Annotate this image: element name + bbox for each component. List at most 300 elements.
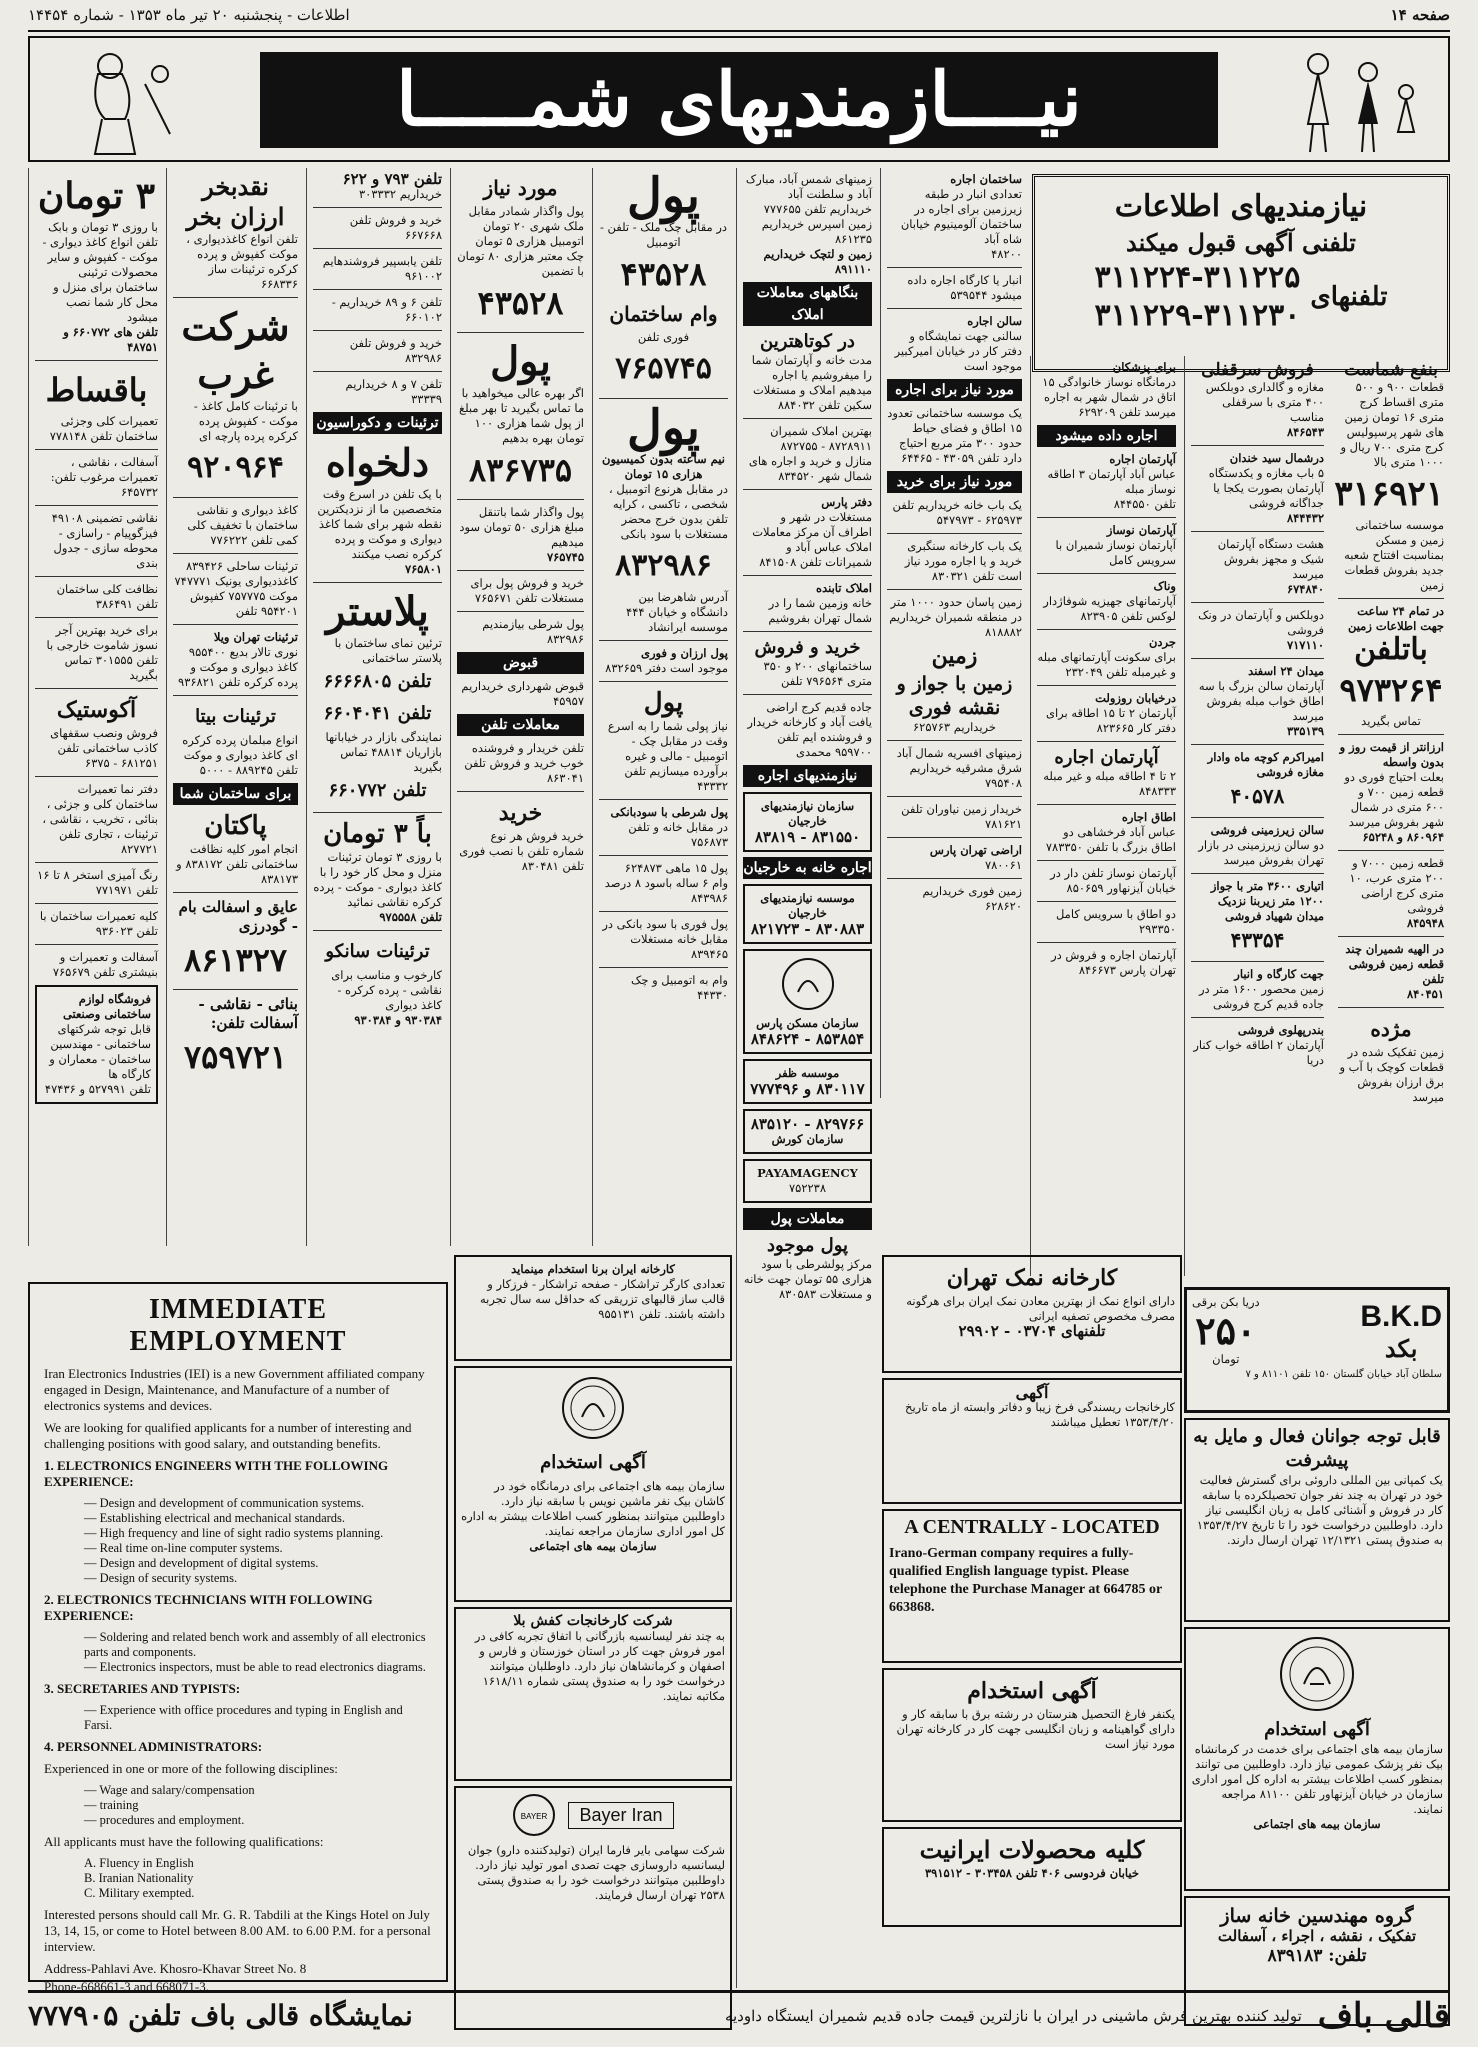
ad-title: در کوتاهترین bbox=[760, 331, 855, 352]
ad-text: یک موسسه ساختمانی تعدود ۱۵ اطاق و فضای حیاط حدود ۳۰۰ متر مربع احتیاج دارد تلفن ۴۳۰۵۹ - ۶۴۴۶۵ bbox=[887, 406, 1022, 465]
ad-text: رنگ آمیزی استخر ۸ تا ۱۶ تلفن ۷۷۱۹۷۱ bbox=[37, 868, 158, 897]
ad-title: پلاستر bbox=[326, 588, 429, 635]
ad-phone: ۹۳۰۳۸۴ و ۹۳۰۳۸۴ bbox=[354, 1013, 442, 1027]
list-item: A. Fluency in English bbox=[84, 1856, 194, 1870]
ad-title: تلفن ۶۶۰۴۰۴۱ bbox=[323, 703, 432, 724]
ad-title: پول موجود bbox=[766, 1235, 849, 1256]
ad-text: پول شرطی بیازمندیم ۸۳۲۹۸۶ bbox=[482, 617, 584, 646]
ad-phone: ۸۴۶۵۴۳ bbox=[1286, 425, 1324, 439]
ad-phone: Phone-668661-3 and 668071-3. bbox=[44, 1979, 210, 1994]
burna-ad bbox=[454, 1255, 732, 1361]
ad-phone: تلفنهای ۰۳۷۰۴ - ۲۹۹۰۲ bbox=[958, 1322, 1106, 1340]
ad-title: شرکت کارخانجات کفش بلا bbox=[513, 1613, 673, 1629]
section-header: بنگاههای معاملات املاک bbox=[743, 282, 872, 326]
list-item: C. Military exempted. bbox=[84, 1886, 195, 1900]
ad-text: پول فوری با سود بانکی در مقابل خانه مستغلات ۸۳۹۴۶۵ bbox=[602, 917, 728, 961]
bkd-price: ۲۵۰ bbox=[1195, 1308, 1257, 1353]
ad-text: خرید و فروش تلفن ۸۳۲۹۸۶ bbox=[349, 336, 442, 365]
technicians-list bbox=[44, 1630, 432, 1675]
ad-text: در مقابل چک ملک - تلفن - اتومبیل bbox=[599, 220, 727, 249]
list-item: — Experience with office procedures and typing in English and Farsi. bbox=[84, 1703, 403, 1732]
ad-text: خریدار زمین نیاوران تلفن ۷۸۱۶۲۱ bbox=[901, 802, 1022, 831]
ad-text: دو اطاق با سرویس کامل ۲۹۳۳۵۰ bbox=[1055, 907, 1176, 936]
ad-title: آگهی استخدام bbox=[540, 1452, 646, 1473]
ad-text: پول واگذار شمادر مقابل ملک شهری ۲۰ تومان اتومبیل هزاری ۵ تومان چک معتبر هزاری ۸۰ تومان با تضمین bbox=[457, 204, 584, 278]
ad-title: نقدبخر ارزان بخر bbox=[186, 172, 285, 231]
section-header: مورد نیاز برای اجاره bbox=[887, 379, 1022, 401]
ad-phone: ۸۳۶۷۳۵ bbox=[468, 451, 573, 489]
ad-phone: تلفن ۵۲۷۹۹۱ و ۴۷۴۳۶ bbox=[44, 1082, 151, 1096]
ad-org: سازمان بیمه های اجتماعی bbox=[529, 1539, 657, 1553]
engineers-list bbox=[44, 1496, 432, 1586]
ad-title: سازمان کورش bbox=[771, 1132, 844, 1146]
salt-factory-ad bbox=[882, 1255, 1182, 1373]
ad-title: پول bbox=[643, 688, 684, 718]
dateline: اطلاعات - پنجشنبه ۲۰ تیر ماه ۱۳۵۳ - شماره ۱۴۴۵۴ bbox=[28, 6, 350, 24]
ad-title: وناک bbox=[1153, 579, 1176, 593]
ad-title: مژده bbox=[1370, 1017, 1412, 1041]
section-title: نیــــازمندیهای شمـــــا bbox=[260, 52, 1218, 148]
ad-phone: ۸۶۰۹۶۴ و ۶۵۲۴۸ bbox=[1362, 830, 1444, 844]
ad-text: تعمیرات کلی وجزئی ساختمان تلفن ۷۷۸۱۴۸ bbox=[49, 414, 158, 443]
ad-text: اگر بهره عالی میخواهید با ما تماس بگیرید تا بهر مبلغ از پول شما هزاری ۱۰۰ تومان بهره بدهیم bbox=[458, 386, 584, 445]
ad-text: آسفالت و تعمیرات و بنیشتری تلفن ۷۶۵۶۷۹ bbox=[52, 950, 158, 979]
ad-title: بندرپهلوی فروشی bbox=[1237, 1023, 1324, 1037]
ad-title: دفتر پارس bbox=[821, 495, 872, 509]
section-header: اجاره خانه به خارجیان bbox=[743, 857, 872, 879]
footer-brand: قالی باف bbox=[1317, 1996, 1450, 2036]
ad-title: قابل توجه جوانان فعال و مایل به پیشرفت bbox=[1193, 1426, 1441, 1471]
ad-title: سازمان نیازمندیهای خارجیان bbox=[760, 799, 855, 828]
ad-title: زمین با جواز و نقشه فوری bbox=[896, 673, 1013, 719]
ad-title: فروش سرقفلی bbox=[1201, 360, 1314, 380]
shoe-factory-ad bbox=[454, 1607, 732, 1781]
bayer-brand: Bayer Iran bbox=[568, 1802, 673, 1829]
info-box-phones-label: تلفنهای bbox=[1310, 282, 1388, 312]
ad-phone: ۴۰۵۷۸ bbox=[1230, 784, 1285, 808]
section-header: برای ساختمان شما bbox=[173, 783, 298, 805]
phone-ads-info-box bbox=[1032, 174, 1450, 372]
ad-title: امیراکرم کوچه ماه وادار مغازه فروشی bbox=[1207, 750, 1324, 779]
ad-title: درشمال سید خندان bbox=[1229, 451, 1324, 465]
ad-title: بنائی - نقاشی - آسفالت تلفن: bbox=[198, 995, 298, 1032]
page-number: صفحه ۱۴ bbox=[1390, 6, 1450, 24]
ad-phone: ۹۷۳۲۶۴ bbox=[1339, 671, 1443, 709]
ad-title: دلخواه bbox=[325, 440, 430, 485]
ad-address: Address-Pahlavi Ave. Khosro-Khavar Street No. 8 bbox=[44, 1961, 307, 1976]
info-box-phone-2: ۳۱۱۲۲۹-۳۱۱۲۳۰ bbox=[1094, 298, 1301, 333]
ad-text: یک باب کارخانه سنگبری خرید و یا اجاره مورد نیاز است تلفن ۸۳۰۳۲۱ bbox=[904, 539, 1022, 583]
ad-phone: ۷۵۲۲۳۸ bbox=[788, 1181, 827, 1195]
ad-title: موسسه نیازمندیهای خارجیان bbox=[760, 891, 855, 920]
ad-text: زمینهای شمس آباد، مبارک آباد و سلطنت آباد خریداریم تلفن ۷۷۷۶۵۵ bbox=[745, 172, 872, 216]
section-header: مورد نیاز برای خرید bbox=[887, 471, 1022, 493]
ad-phone: ۶۷۴۸۴۰ bbox=[1286, 582, 1324, 596]
ad-text: Irano-German company requires a fully-qualified English language typist. Please telephone the Purchase Manager at 664785 or 663868. bbox=[889, 1546, 1162, 1615]
ad-phone: ۳۱۶۹۲۱ bbox=[1334, 474, 1444, 514]
ad-title: ۳ تومان bbox=[37, 175, 156, 217]
ad-title: مورد نیاز bbox=[483, 176, 558, 200]
bkd-brand: B.K.D bbox=[1360, 1299, 1442, 1333]
ad-text: پول ۱۵ ماهی ۶۲۴۸۷۳ bbox=[624, 861, 728, 875]
ad-text: درمانگاه نوساز خانوادگی ۱۵ اتاق در شمال شهر به اجاره میرسد تلفن ۶۲۹۲۰۹ bbox=[1042, 375, 1176, 419]
info-box-wrap bbox=[1032, 174, 1450, 350]
ad-title: برای پزشکان bbox=[1112, 360, 1176, 374]
young-people-ad bbox=[1184, 1418, 1450, 1622]
ad-text: نظافت کلی ساختمان تلفن ۳۸۶۴۹۱ bbox=[56, 582, 158, 611]
ad-text: خریداریم ۳۰۳۳۳۲ bbox=[358, 187, 442, 201]
ad-title: پول شرطی با سودبانکی bbox=[610, 805, 728, 819]
personnel-intro: Experienced in one or more of the following disciplines: bbox=[44, 1761, 338, 1776]
ad-text: خرید و فروش تلفن ۶۶۷۶۶۸ bbox=[349, 213, 442, 242]
immediate-employment-ad bbox=[28, 1282, 448, 1994]
ad-title: سازمان مسکن پارس bbox=[756, 1016, 859, 1030]
ad-text: زمین پاسان حدود ۱۰۰۰ متر در منطقه شمیران خریداریم ۸۱۸۸۸۲ bbox=[889, 595, 1022, 639]
ad-title: اطاق اجاره bbox=[1121, 810, 1176, 824]
ad-text: یک باب خانه خریداریم تلفن ۶۲۵۹۷۳ - ۵۴۷۹۷۳ bbox=[892, 498, 1022, 527]
section-header: معاملات پول bbox=[743, 1208, 872, 1230]
ad-looking: We are looking for qualified applicants for a number of interesting and challenging positions with good salary, and outstanding benefits. bbox=[44, 1420, 412, 1451]
section-header: نیازمندیهای اجاره bbox=[743, 765, 872, 787]
ad-phone: ۸۳۰۸۸۳ - ۸۲۱۷۲۳ bbox=[750, 920, 865, 938]
ad-text: پول واگذار شما باتنقل مبلغ هزاری ۵۰ تومان سود میدهیم bbox=[459, 505, 584, 549]
list-item: — training bbox=[84, 1798, 139, 1812]
ad-title: زمین bbox=[931, 643, 978, 669]
ad-text: موسسه ساختمانی زمین و مسکن بمناسبت افتتاح شعبه جدید بفروش قطعات زمین bbox=[1344, 518, 1444, 592]
ad-text: وام به اتومبیل و چک ۴۴۳۳۰ bbox=[631, 973, 728, 1002]
agency-ad bbox=[743, 1059, 872, 1104]
ad-text: قبوض شهرداری خریداریم ۴۵۹۵۷ bbox=[461, 679, 584, 708]
ad-phone: ۸۲۹۷۶۶ - ۸۳۵۱۲۰ bbox=[750, 1115, 865, 1133]
ad-phone: تلفن: ۸۳۹۱۸۳ bbox=[1267, 1946, 1367, 1966]
quals-intro: All applicants must have the following qualifications: bbox=[44, 1834, 324, 1849]
ad-text: تلفن یابسپیر فروشندهایم ۹۶۱۰۰۲ bbox=[322, 254, 442, 283]
ad-phone: ۴۳۵۲۸ bbox=[477, 284, 564, 322]
ad-text: فوری تلفن bbox=[637, 330, 690, 344]
agency-ad bbox=[743, 949, 872, 1054]
column-6 bbox=[736, 168, 878, 1988]
ad-title: باً ۳ تومان bbox=[323, 819, 432, 849]
ad-title: گروه مهندسین خانه ساز bbox=[1220, 1905, 1414, 1927]
ad-text: هشت دستگاه آپارتمان شیک و مجهز بفروش میرسد bbox=[1217, 537, 1324, 581]
ad-text: عباس آباد آپارتمان ۳ اطاقه نوساز مبله bbox=[1047, 467, 1176, 496]
ad-title: ترئینات سانکو bbox=[325, 941, 430, 962]
ad-title: پول bbox=[490, 338, 551, 385]
section-header: ترئینات و دکوراسیون bbox=[313, 412, 442, 434]
spinning-factory-ad bbox=[882, 1378, 1182, 1504]
agency-ad bbox=[743, 792, 872, 852]
ad-phone: ۹۲۰۹۶۴ bbox=[187, 450, 284, 485]
kashan-insurance-ad bbox=[454, 1366, 732, 1602]
ad-phone: ۷۸۰۰۶۱ bbox=[984, 858, 1022, 872]
column-2 bbox=[166, 168, 304, 1246]
bottom-mid-column bbox=[882, 1250, 1182, 1984]
ad-title: باقساط bbox=[45, 371, 148, 409]
ad-text: بعلت احتیاج فوری دو قطعه زمین ۷۰۰ و ۶۰۰ متری در شمال شهر بفروش میرسد bbox=[1344, 770, 1444, 829]
column-7 bbox=[880, 168, 1028, 1098]
ad-text: زمین و لتچک خریداریم ۸۹۱۱۱۰ bbox=[763, 247, 872, 276]
bkd-phone-line: سلطان آباد خیابان گلستان ۱۵۰ تلفن ۸۱۱۰۱ و ۷ bbox=[1245, 1369, 1442, 1380]
ad-title: آگهی استخدام bbox=[1264, 1719, 1370, 1740]
info-box-phones bbox=[1045, 259, 1437, 335]
ad-title: بنفع شماست bbox=[1344, 360, 1438, 380]
bayer-logo-icon bbox=[512, 1793, 556, 1837]
ad-text: برای خرید بهترین آجر نسوز شاموت خارجی با تلفن ۳۰۱۵۵۵ تماس بگیرید bbox=[46, 623, 158, 682]
list-item: B. Iranian Nationality bbox=[84, 1871, 194, 1885]
ad-text: با روزی ۳ تومان و بابک تلفن انواع کاغذ دیواری - موکت - کفپوش و سایر محصولات ترئینی ساختمان برای منزل و محل کار شما نصب میشود bbox=[42, 220, 158, 324]
list-item: — Establishing electrical and mechanical standards. bbox=[84, 1511, 346, 1525]
ad-text: آپارتمان اجاره و فروش در تهران پارس ۸۴۶۶۷۳ bbox=[1051, 948, 1176, 977]
list-item: — Wage and salary/compensation bbox=[84, 1783, 255, 1797]
ad-title: پاکتان bbox=[204, 811, 267, 841]
ad-text: تماس بگیرید bbox=[1361, 714, 1421, 728]
section-secretaries: 3. SECRETARIES AND TYPISTS: bbox=[44, 1681, 241, 1696]
ad-text: انبار یا کارگاه اجاره داده میشود ۵۳۹۵۴۴ bbox=[907, 273, 1022, 302]
ad-title: باتلفن bbox=[1354, 632, 1428, 667]
ad-title: درخیابان روزولت bbox=[1095, 691, 1176, 705]
bkd-unit: تومان bbox=[1212, 1352, 1240, 1366]
ad-text: مغازه و گالداری دوبلکس ۴۰۰ متری با سرقفلی مناسب bbox=[1205, 380, 1324, 424]
ad-text: جاده قدیم کرج اراضی یافت آباد و کارخانه خریدار و فروشنده ایم تلفن ۹۵۹۷۰۰ محمدی bbox=[747, 700, 872, 759]
ad-phone: ۸۳۰۱۱۷ و ۷۷۷۴۹۶ bbox=[750, 1080, 865, 1098]
ad-title: فروشگاه لوازم ساختمانی وصنعتی bbox=[62, 992, 151, 1021]
ad-title: سالن اجاره bbox=[967, 314, 1022, 328]
ad-text: ساختمانهای ۲۰۰ و ۳۵۰ متری ۷۹۶۵۶۴ تلفن bbox=[763, 659, 872, 688]
ad-text: سازمان بیمه های اجتماعی برای خدمت در کرمانشاه بیک نفر پزشک عمومی نیاز دارد. داوطلبین می توانند بمنظور کسب اطلاعات بیشتر به اداره کل امور اداری سازمان در خیابان آیزنهاور تلفن ۸۱۱۰۰ مراجعه نمایند. bbox=[1191, 1742, 1443, 1816]
ad-title: شرکت غرب bbox=[181, 304, 290, 397]
ad-text: زمین تفکیک شده در قطعات کوچک با آب و برق ارزان بفروش میرسد bbox=[1339, 1045, 1444, 1104]
ad-text: آپارتمان نوساز تلفن دار در خیابان آیزنهاور ۸۵۰۶۵۹ bbox=[1050, 866, 1176, 895]
ad-title: تلفن ۷۹۳ و ۶۲۲ bbox=[342, 170, 442, 188]
ad-title: ترئینات تهران ویلا bbox=[213, 630, 298, 644]
ad-text: ۵ باب مغازه و یکدستگاه آپارتمان بصورت یکجا یا جداگانه فروشی bbox=[1208, 466, 1324, 510]
ad-title: عایق و اسفالت بام - گودرزی bbox=[178, 898, 298, 935]
column-8 bbox=[1030, 356, 1182, 1276]
ad-text: کارخوب و مناسب برای نقاشی - پرده کرکره - کاغذ دیواری bbox=[331, 968, 442, 1012]
ad-text: در مقابل هرنوع اتومبیل ، شخصی ، تاکسی ، کرایه تلفن بدون خرج محضر مستغلات با سود بانکی bbox=[609, 482, 728, 541]
bottom-center-column bbox=[454, 1250, 732, 1984]
ad-text: زمینهای افسریه شمال آباد شرق مشرقیه خریداریم ۷۹۵۴۰۸ bbox=[896, 746, 1022, 790]
ad-title: در تمام ۲۴ ساعت جهت اطلاعات زمین bbox=[1347, 604, 1444, 633]
ad-text: با ترئینات کامل کاغذ - موکت - کفپوش پرده کرکره پرده پارچه ای bbox=[193, 399, 298, 443]
ad-title: PAYAMAGENCY bbox=[757, 1166, 858, 1180]
column-5 bbox=[592, 168, 734, 1246]
column-9 bbox=[1184, 356, 1330, 1276]
ad-title: آپارتمان اجاره bbox=[1109, 452, 1176, 466]
ad-title: آکوستیک bbox=[56, 697, 137, 723]
ad-title: وام ساختمان bbox=[609, 302, 718, 326]
ad-title: آپارتمان اجاره bbox=[1054, 747, 1159, 768]
ad-text: تعدادی انبار در طبقه زیرزمین برای اجاره در ساختمان آلومینیوم خیابان شاه آباد bbox=[900, 187, 1022, 246]
ad-text: آپارتمان نوساز شمیران با سرویس کامل bbox=[1055, 538, 1176, 567]
ad-title: سالن زیرزمینی فروشی bbox=[1210, 823, 1324, 837]
ad-text: به چند نفر لیسانسیه بازرگانی با اتفاق تجربه کافی در امور فروش جهت کار در استان خوزستان و فارس و اصفهان و کرمانشاهان نیاز دارد. داوطلبان میتوانند درخواست خود را به صندوق پستی شماره ۱۶۱۸/۱۱ مکاتبه نمایند. bbox=[474, 1629, 725, 1703]
ad-text: بهترین املاک شمیران ۸۷۲۸۹۱۱ - ۸۷۲۷۵۵ bbox=[770, 424, 872, 453]
section-header: قبوض bbox=[457, 652, 584, 674]
footer-text: تولید کننده بهترین فرش ماشینی در ایران با نازلترین قیمت جاده قدیم شمیران ایستگاه داودیه bbox=[724, 2007, 1302, 2025]
ad-text: خرید و فروش پول برای مستغلات تلفن ۷۶۵۶۷۱ bbox=[470, 576, 584, 605]
ad-phone: ۷۱۷۱۱۰ bbox=[1286, 638, 1324, 652]
ad-text: تلفن خریدار و فروشنده خوب خرید و فروش تلفن ۸۶۳۰۴۱ bbox=[464, 741, 584, 785]
ad-text: سالنی جهت نمایشگاه و دفتر کار در خیابان امیرکبیر موجود است bbox=[894, 329, 1022, 373]
ad-phone: تلفن ۸۴۴۵۵۰ bbox=[1113, 497, 1176, 511]
ad-phone: ۷۶۵۷۴۵ bbox=[546, 550, 584, 564]
ad-phone: ۴۳۵۲۸ bbox=[620, 255, 707, 293]
footer-showroom: نمایشگاه قالی باف تلفن ۷۷۷۹۰۵ bbox=[28, 1999, 413, 2032]
ad-text: فروش ونصب سقفهای کاذب ساختمانی تلفن ۶۸۱۲۵۱ - ۶۳۷۵ bbox=[50, 726, 158, 770]
dateline-bar bbox=[28, 6, 1450, 32]
ad-text: تعدادی کارگر تراشکار - صفحه تراشکار - فرزکار و قالب ساز قالبهای تزریقی که حداقل سه سال تجربه داشته باشند. تلفن ۹۵۵۱۳۱ bbox=[479, 1277, 725, 1321]
column-10 bbox=[1332, 356, 1450, 1276]
ad-phone: ۸۶۱۳۲۷ bbox=[183, 941, 288, 979]
store-ad bbox=[35, 985, 158, 1104]
ad-text: نوری تالار بدیع ۹۵۵۴۰۰ کاغذ دیواری و موکت و پرده کرکره تلفن ۹۳۶۸۲۱ bbox=[178, 645, 298, 689]
agency-ad bbox=[743, 1109, 872, 1154]
ad-title: اراضی تهران پارس bbox=[929, 843, 1022, 857]
bayer-logo-text: BAYER bbox=[521, 1812, 548, 1821]
ad-text: خانه وزمین شما را در شمال تهران بفروشیم bbox=[768, 596, 872, 625]
ad-phone: ۴۳۳۵۴ bbox=[1230, 928, 1285, 952]
ad-text: کارخانجات ریسندگی فرخ زیبا و دفاتر وابسته از ماه تاریخ ۱۳۵۳/۴/۲۰ تعطیل میباشند bbox=[905, 1400, 1175, 1429]
ad-text: قابل توجه شرکتهای ساختمانی - مهندسین ساختمان - معماران و کارگاه ها bbox=[49, 1022, 151, 1081]
ad-text: شرکت سهامی بایر فارما ایران (تولیدکننده دارو) جوان لیسانسیه داروسازی جهت تصدی امور تولید نیاز دارد. داوطلبین میتوانند درخواست خود را به صندوق پستی ۲۵۳۸ تهران ارسال فرمایند. bbox=[467, 1843, 725, 1902]
ad-text: تفکیک ، نقشه ، اجراء ، آسفالت bbox=[1217, 1927, 1417, 1945]
ad-phone: ۷۵۹۷۲۱ bbox=[183, 1038, 288, 1076]
secretaries-list bbox=[44, 1703, 432, 1733]
ad-text: یکنفر فارغ التحصیل هنرستان در رشته برق با سابقه کار و دارای گواهینامه و زبان انگلیسی جهت کار در کارخانه تهران مورد نیاز است bbox=[896, 1707, 1175, 1751]
ad-text: موجود است دفتر ۸۳۲۶۵۹ bbox=[605, 661, 728, 675]
ad-text: عباس آباد فرخشاهی دو اطاق بزرگ با تلفن ۷۸۳۳۵۰ bbox=[1045, 825, 1176, 854]
ad-text: قطعه زمین ۷۰۰۰ و ۲۰۰ متری عرب، ۱۰ متری کرج اراضی فروشی bbox=[1349, 856, 1444, 915]
list-item: — Design and development of communication systems. bbox=[84, 1496, 365, 1510]
footer-ad bbox=[28, 1990, 1450, 2036]
ad-intro: Iran Electronics Industries (IEI) is a new Government affiliated company engaged in Design, Maintenance, and Manufacture of a number of electronics systems and devices. bbox=[44, 1366, 425, 1413]
ad-text: ترئین نمای ساختمان با پلاستر ساختمانی bbox=[334, 636, 442, 665]
ad-title: آپارتمان نوساز bbox=[1106, 523, 1176, 537]
section-header: اجاره داده میشود bbox=[1037, 425, 1176, 447]
typist-ad bbox=[882, 1509, 1182, 1663]
column-1 bbox=[28, 168, 164, 1246]
ad-text: دو سالن زیرزمینی در بازار تهران بفروش میرسد bbox=[1198, 838, 1324, 867]
ad-text: تلفن ۷ و ۸ خریداریم ۳۳۳۳۹ bbox=[345, 377, 442, 406]
ad-text: سازمان بیمه های اجتماعی برای درمانگاه خود در کاشان بیک نفر ماشین نویس با سابقه نیاز دارد. داوطلبین میتوانند بمنظور کسب اطلاعات بیشتر به اداره کل امور اداری سازمان مراجعه نمایند. bbox=[461, 1479, 725, 1538]
ad-text: قطعات ۹۰۰ و ۵۰۰ متری اقساط کرج متری ۱۶ تومان زمین های شهر پرسپولیس کرج متری ۷۰۰ ریال و ۱۰۰۰ متری بالا bbox=[1340, 380, 1444, 469]
ad-text: با روزی ۳ تومان ترئینات منزل و محل کار خود را با کاغذ دیواری - موکت - پرده کرکره نقاشی نمائید bbox=[313, 850, 442, 909]
insurance-ad bbox=[1184, 1627, 1450, 1891]
ad-text: آپارتمان سالن بزرگ با سه اطاق خواب مبله بفروش میرسد bbox=[1198, 679, 1324, 723]
ad-title: کلیه محصولات ایرانیت bbox=[919, 1835, 1145, 1864]
ad-phone: ۸۳۲۹۸۶ bbox=[615, 548, 712, 583]
ad-text: کاغذ دیواری و نقاشی ساختمان با تخفیف کلی کمی تلفن ۷۷۶۲۲۲ bbox=[187, 503, 298, 547]
ad-title: پول ارزان و فوری bbox=[641, 646, 728, 660]
section-technicians: 2. ELECTRONICS TECHNICIANS WITH FOLLOWING EXPERIENCE: bbox=[44, 1592, 373, 1623]
iranit-ad bbox=[882, 1827, 1182, 1927]
info-box-title: نیازمندیهای اطلاعات bbox=[1114, 189, 1368, 224]
ad-text: انواع مبلمان پرده کرکره ای کاغذ دیواری و موکت تلفن ۸۸۹۲۴۵ - ۵۰۰۰ bbox=[182, 733, 298, 777]
list-item: — Design of security systems. bbox=[84, 1571, 238, 1585]
ad-title: خرید bbox=[498, 800, 543, 826]
ad-title: تلفن ۶۶۰۷۷۲ bbox=[328, 780, 427, 801]
ad-title: در الهیه شمیران چند قطعه زمین فروشی تلفن bbox=[1345, 942, 1444, 986]
ad-title: آگهی استخدام bbox=[967, 1678, 1097, 1704]
ad-text: نمایندگی بازار در خیابانها بازاریان ۴۸۸۱۴ تماس بگیرید bbox=[325, 730, 442, 774]
column-3 bbox=[306, 168, 448, 1246]
quals-list bbox=[44, 1856, 432, 1901]
ad-title: پول bbox=[626, 168, 701, 224]
agency-ad bbox=[743, 1159, 872, 1203]
ad-phone: ۳۳۵۱۳۹ bbox=[1286, 724, 1324, 738]
ad-text: دارای انواع نمک از بهترین معادن نمک ایران برای هرگونه مصرف مخصوص تصفیه ایرانی bbox=[906, 1294, 1175, 1323]
ad-phone: تلفن ۹۷۵۵۵۸ bbox=[379, 910, 442, 924]
ad-text: زمین محصور ۱۶۰۰ متر در جاده قدیم کرج فروشی bbox=[1199, 982, 1324, 1011]
employment-ad bbox=[882, 1668, 1182, 1822]
ad-text: دفتر نما تعمیرات ساختمان کلی و جزئی ، بنائی ، تخریب ، نقاشی ، ترئینات ، تجاری تلفن ۸۲۷۷۲۱ bbox=[42, 782, 158, 856]
info-box-line: تلفنی آگهی قبول میکند bbox=[1126, 228, 1356, 257]
section-header: معاملات تلفن bbox=[457, 714, 584, 736]
ad-text: نیاز پولی شما را به اسرع وقت در مقابل چک - اتومبیل - مالی و غیره برآورده میسازیم تلفن ۴۳۳۳۲ bbox=[607, 719, 728, 793]
ad-title: اتیاری ۳۶۰۰ متر با جواز ۱۲۰۰ متر زیربنا نزدیک میدان شهیاد فروشی bbox=[1210, 879, 1324, 923]
ad-text: نیم ساعته بدون کمیسیون هزاری ۱۵ تومان bbox=[602, 452, 725, 481]
ad-text: مدت خانه و آپارتمان شما را میفروشیم یا اجاره میدهیم املاک و مستغلات سکین تلفن ۸۸۴۰۳۲ bbox=[751, 353, 872, 412]
ad-text: برای سکونت آپارتمانهای مبله و غیرمبله تلفن ۲۳۲۰۴۹ bbox=[1037, 650, 1176, 679]
list-item: — Electronics inspectors, must be able to read electronics diagrams. bbox=[84, 1660, 426, 1674]
ad-text: یک کمپانی بین المللی داروئی برای گسترش فعالیت خود در تهران به چند نفر جوان تحصیلکرده با سابقه کار در فروش و آشنائی کامل به زبان انگلیسی نیاز دارد. داوطلبین درخواست خود را تا تاریخ ۱۳۵۳/۴/۲۷ به صندوق پستی ۱۲/۱۳۲۱ تهران ارسال دارند. bbox=[1196, 1473, 1443, 1547]
ad-text: انجام امور کلیه نظافت ساختمانی تلفن ۸۳۸۱۷۲ و ۸۳۸۱۷۳ bbox=[176, 842, 298, 886]
bottom-right-column bbox=[1184, 1282, 1450, 1982]
ad-title: کارخانه ایران برنا استخدام مینماید bbox=[511, 1262, 675, 1276]
ad-title: ساختمان اجاره bbox=[950, 172, 1022, 186]
insurance-emblem-icon bbox=[780, 956, 836, 1012]
ad-text: ترئینات ساحلی ۸۳۹۴۲۶ کاغذدیواری یونیک ۷۴۷۷۷۱ موکت ۷۵۷۷۷۵ کفپوش ۹۵۴۲۰۱ تلفن bbox=[174, 559, 298, 618]
section-banner bbox=[28, 36, 1450, 162]
section-personnel: 4. PERSONNEL ADMINISTRATORS: bbox=[44, 1739, 263, 1754]
ad-org: سازمان بیمه های اجتماعی bbox=[1253, 1817, 1381, 1831]
figures-illustration-left bbox=[50, 44, 200, 156]
insurance-emblem-icon bbox=[558, 1373, 628, 1443]
column-4 bbox=[450, 168, 590, 1246]
ad-text: مرکز پولشرطی با سود هزاری ۵۵ تومان جهت خانه و مستغلات ۸۳۰۵۸۳ bbox=[743, 1257, 872, 1301]
ad-contact: Interested persons should call Mr. G. R. Tabdili at the Kings Hotel on July 13, 14, 15, or come to Hotel between 8.00 AM. to 6.00 P.M. for a personal interview. bbox=[44, 1907, 431, 1954]
ad-text: تلفن انواع کاغذدیواری ، موکت کفپوش و پرده کرکره ترئینات ساز ۶۶۸۳۳۶ bbox=[186, 232, 298, 291]
ad-text: آپارتمان ۲ تا ۱۵ اطاقه برای دفتر کار ۸۲۳۶۶۵ bbox=[1045, 706, 1176, 735]
ad-phone: ۸۳۱۵۵۰ - ۸۳۸۱۹ bbox=[754, 828, 861, 846]
ad-title: پول bbox=[626, 400, 701, 456]
ad-text: ۲ تا ۴ اطاقه مبله و غیر مبله ۸۴۸۳۳۳ bbox=[1043, 769, 1176, 798]
ad-text: زمین فوری خریداریم ۶۲۸۶۲۰ bbox=[922, 884, 1022, 913]
ad-text: آپارتمان ۲ اطاقه خواب کنار دریا bbox=[1193, 1038, 1324, 1067]
ad-phone: خیابان فردوسی ۴۰۶ تلفن ۳۰۳۴۵۸ - ۳۹۱۵۱۲ bbox=[924, 1866, 1139, 1880]
list-item: — Real time on-line computer systems. bbox=[84, 1541, 283, 1555]
bkd-brand-fa: بکد bbox=[1384, 1333, 1418, 1363]
ad-phone: ۷۶۵۸۰۱ bbox=[404, 562, 442, 576]
ad-title: موسسه ظفر bbox=[775, 1066, 840, 1080]
ad-phone: ۸۵۳۸۵۴ - ۸۴۸۶۲۴ bbox=[750, 1030, 865, 1048]
ad-title: A CENTRALLY - LOCATED bbox=[904, 1516, 1160, 1538]
insurance-emblem-icon bbox=[1272, 1634, 1362, 1714]
ad-phone: تلفن ۶۶۶۶۸۰۵ bbox=[323, 671, 432, 692]
ad-text: دوبلکس و آپارتمان در ونک فروشی bbox=[1198, 608, 1324, 637]
ad-title: ترئینات بیتا bbox=[195, 706, 276, 727]
ad-text: با یک تلفن در اسرع وقت متخصصین ما از نزدیکترین نقطه شهر برای شما کاغذ دیواری و موکت و پرده کرکره نصب میکنند bbox=[317, 487, 442, 561]
ad-phone: ۷۶۵۷۴۵ bbox=[615, 351, 712, 386]
ad-text: خریداریم ۶۲۵۷۶۳ bbox=[912, 720, 996, 734]
ad-phone: ۸۴۰۴۵۱ bbox=[1406, 987, 1444, 1001]
bkd-ad bbox=[1184, 1287, 1450, 1413]
ad-text: آدرس شاهرضا بین دانشگاه و خیابان ۴۴۴ موسسه ایرانشاد bbox=[626, 590, 728, 634]
ad-text: مستغلات در شهر و اطراف آن مرکز معاملات املاک عباس آباد و شمیرانات تلفن ۸۴۱۵۰۸ bbox=[752, 510, 872, 569]
figures-illustration-right bbox=[1278, 44, 1428, 156]
list-item: — procedures and employment. bbox=[84, 1813, 245, 1827]
